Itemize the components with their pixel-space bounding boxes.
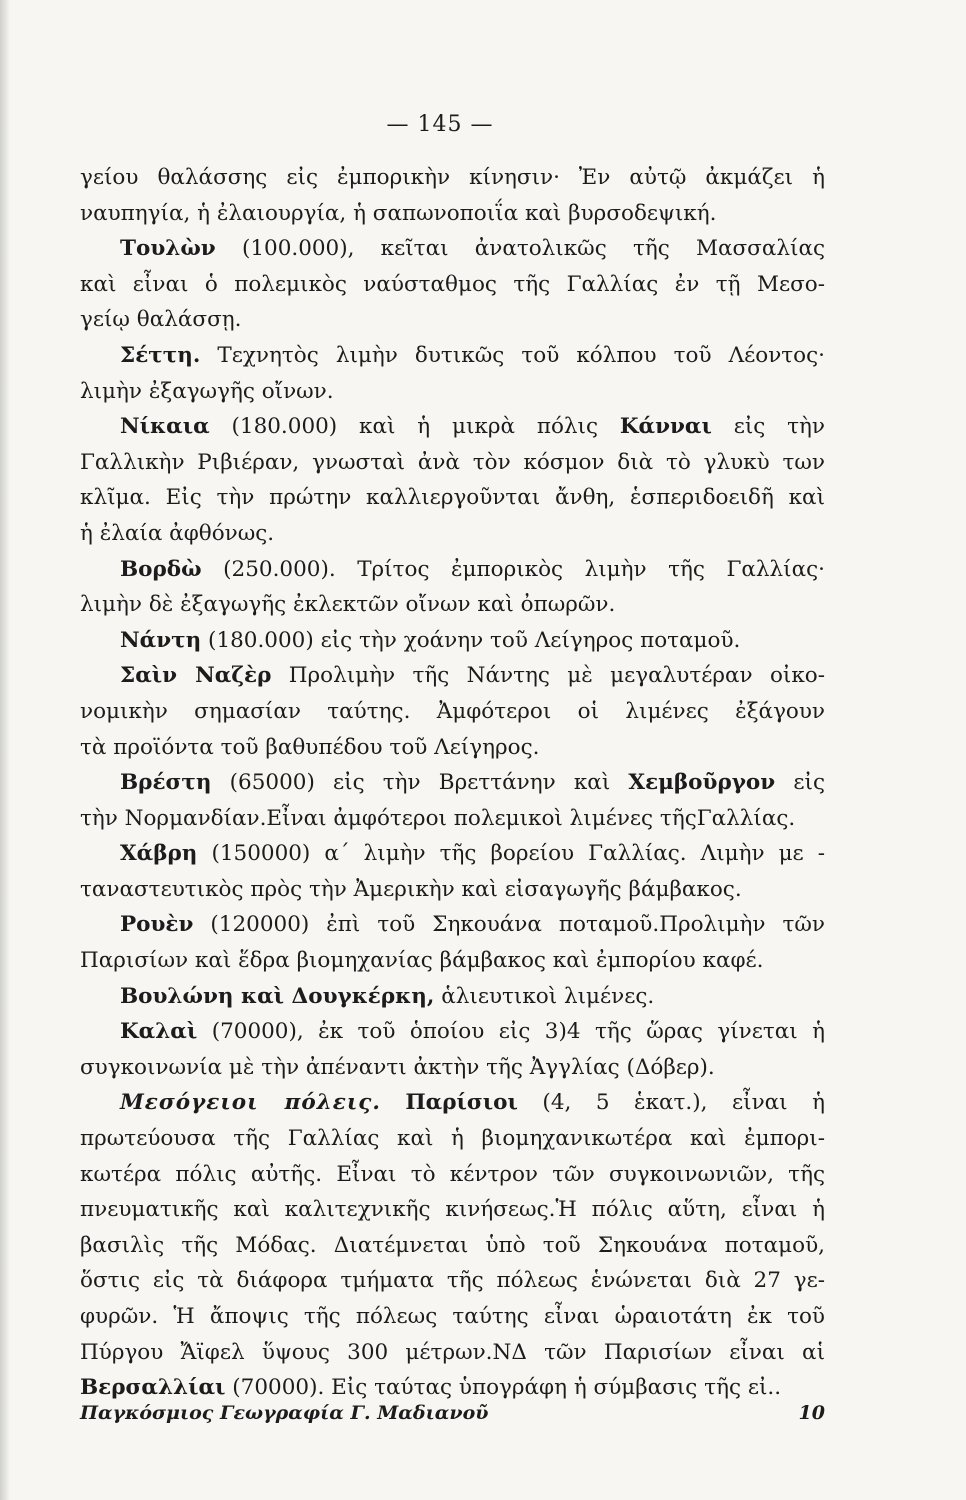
text-segment: πνευματικῆς καὶ καλιτεχνικῆς κινήσεως.Ἡ πόλις αὕτη, εἶναι ἡ <box>80 1197 825 1223</box>
text-segment: νομικὴν σημασίαν ταύτης. Ἀμφότεροι οἱ λιμένες ἐξάγουν <box>80 698 825 724</box>
bold-term: Σαὶν Ναζὲρ <box>120 663 272 689</box>
text-line <box>80 587 825 623</box>
text-segment: (100.000), κεῖται ἀνατολικῶς τῆς Μασσαλίας <box>215 236 825 262</box>
bold-term: Τουλὼν <box>120 236 216 262</box>
footer-signature-mark: 10 <box>798 1402 825 1424</box>
text-line <box>80 801 825 837</box>
bold-term: Μεσόγειοι πόλεις. <box>120 1090 381 1116</box>
text-line <box>80 445 825 481</box>
text-line <box>80 1050 825 1086</box>
text-line <box>80 480 825 516</box>
text-segment: λιμὴν ἐξαγωγῆς οἴνων. <box>80 378 334 404</box>
text-line <box>80 1157 825 1193</box>
text-segment: γείῳ θαλάσσῃ. <box>80 307 242 333</box>
text-line <box>80 1299 825 1335</box>
text-segment: βασιλὶς τῆς Μόδας. Διατέμνεται ὑπὸ τοῦ Σηκουάνα ποταμοῦ, <box>80 1232 825 1258</box>
text-segment: λιμὴν δὲ ἐξαγωγῆς ἐκλεκτῶν οἴνων καὶ ὀπωρῶν. <box>80 592 616 618</box>
text-segment: (65000) εἰς τὴν Βρεττάνην καὶ <box>211 770 629 796</box>
text-segment: ναυπηγία, ἡ ἐλαιουργία, ἡ σαπωνοποιΐα καὶ βυρσοδεψική. <box>80 200 717 226</box>
text-line <box>80 765 825 801</box>
text-line <box>80 302 825 338</box>
bold-term: Ρουὲν <box>120 912 194 938</box>
text-segment: (70000). Εἰς ταύτας ὑπογράφη ἡ σύμβασις τῆς εἰ.. <box>225 1375 782 1401</box>
text-segment: ὅστις εἰς τὰ διάφορα τμήματα τῆς πόλεως ἑνώνεται διὰ 27 γε- <box>80 1268 825 1294</box>
text-segment: Παρισίων καὶ ἕδρα βιομηχανίας βάμβακος καὶ ἐμπορίου καφέ. <box>80 948 764 974</box>
text-segment: Πύργου Ἄϊφελ ὕψους 300 μέτρων.ΝΔ τῶν Παρισίων εἶναι αἱ <box>80 1339 825 1365</box>
text-line <box>80 516 825 552</box>
text-line <box>80 374 825 410</box>
text-line <box>80 1192 825 1228</box>
text-line <box>80 1370 825 1406</box>
text-line <box>80 231 825 267</box>
text-line <box>80 160 825 196</box>
page-footer <box>80 1402 825 1424</box>
bold-term: Καλαὶ <box>120 1019 198 1045</box>
text-segment: ἁλιευτικοὶ λιμένες. <box>434 983 655 1009</box>
bold-term: Βορδὼ <box>120 556 202 582</box>
text-line <box>80 1335 825 1371</box>
page-number: — 145 — <box>386 112 494 137</box>
bold-term: Χεμβοῦργον <box>628 770 776 796</box>
text-segment: κωτέρα πόλις αὐτῆς. Εἶναι τὸ κέντρον τῶν συγκοινωνιῶν, τῆς <box>80 1161 825 1187</box>
text-line <box>80 409 825 445</box>
text-line <box>80 979 825 1015</box>
bold-term: Νίκαια <box>120 414 210 440</box>
bold-term: Βερσαλλίαι <box>80 1375 226 1401</box>
text-segment: Γαλλικὴν Ριβιέραν, γνωσταὶ ἀνὰ τὸν κόσμον διὰ τὸ γλυκὺ των <box>80 449 825 475</box>
text-segment: εἰς <box>775 770 825 796</box>
body-text <box>80 160 825 1406</box>
text-line <box>80 694 825 730</box>
text-segment: (180.000) εἰς τὴν χοάνην τοῦ Λείγηρος ποταμοῦ. <box>201 627 741 653</box>
text-segment: (180.000) καὶ ἡ μικρὰ πόλις <box>209 414 620 440</box>
footer-book-title: Παγκόσμιος Γεωγραφία Γ. Μαδιανοῦ <box>80 1402 489 1424</box>
bold-term: Νάντη <box>120 627 202 653</box>
text-segment: πρωτεύουσα τῆς Γαλλίας καὶ ἡ βιομηχανικωτέρα καὶ ἐμπορι- <box>80 1126 825 1152</box>
text-segment: Προλιμὴν τῆς Νάντης μὲ μεγαλυτέραν οἰκο- <box>271 663 825 689</box>
text-segment: (120000) ἐπὶ τοῦ Σηκουάνα ποταμοῦ.Προλιμὴν τῶν <box>193 912 825 938</box>
text-segment: (250.000). Τρίτος ἐμπορικὸς λιμὴν τῆς Γαλλίας· <box>201 556 825 582</box>
text-line <box>80 267 825 303</box>
text-segment: (4, 5 ἑκατ.), εἶναι ἡ <box>517 1090 825 1116</box>
text-segment <box>381 1090 406 1115</box>
text-line <box>80 907 825 943</box>
text-segment: συγκοινωνία μὲ τὴν ἀπέναντι ἀκτὴν τῆς Ἀγγλίας (Δόβερ). <box>80 1054 715 1080</box>
bold-term: Βρέστη <box>120 770 212 796</box>
text-line <box>80 872 825 908</box>
bold-term: Χάβρη <box>120 841 198 867</box>
text-segment: (70000), ἐκ τοῦ ὁποίου εἰς 3)4 τῆς ὥρας γίνεται ἡ <box>197 1019 825 1045</box>
text-segment: γείου θαλάσσης εἰς ἐμπορικὴν κίνησιν· Ἐν αὐτῷ ἀκμάζει ἡ <box>80 165 825 190</box>
bold-term: Βουλώνη καὶ Δουγκέρκη, <box>120 983 435 1009</box>
text-segment: τὴν Νορμανδίαν.Εἶναι ἀμφότεροι πολεμικοὶ λιμένες τῆςΓαλλίας. <box>80 805 796 831</box>
text-line <box>80 1228 825 1264</box>
text-segment: εἰς τὴν <box>711 414 825 440</box>
binding-shadow <box>0 0 10 1500</box>
text-line <box>80 730 825 766</box>
text-line <box>80 836 825 872</box>
bold-term: Σέττη. <box>120 342 201 368</box>
text-segment: καὶ εἶναι ὁ πολεμικὸς ναύσταθμος τῆς Γαλλίας ἐν τῇ Μεσο- <box>80 271 825 297</box>
bold-term: Παρίσιοι <box>405 1090 518 1116</box>
text-line <box>80 623 825 659</box>
text-line <box>80 658 825 694</box>
text-segment: (150000) α΄ λιμὴν τῆς βορείου Γαλλίας. Λιμὴν με - <box>197 841 825 867</box>
text-segment: ἡ ἐλαία ἀφθόνως. <box>80 520 275 546</box>
text-segment: κλῖμα. Εἰς τὴν πρώτην καλλιεργοῦνται ἄνθη, ἑσπεριδοειδῆ καὶ <box>80 485 825 511</box>
bold-term: Κάνναι <box>619 414 712 440</box>
text-segment: φυρῶν. Ἡ ἄποψις τῆς πόλεως ταύτης εἶναι ὡραιοτάτη ἐκ τοῦ <box>80 1304 825 1329</box>
text-line <box>80 1263 825 1299</box>
text-line <box>80 1085 825 1121</box>
text-segment: Τεχνητὸς λιμὴν δυτικῶς τοῦ κόλπου τοῦ Λέοντος· <box>200 342 825 368</box>
text-segment: τὰ προϊόντα τοῦ βαθυπέδου τοῦ Λείγηρος. <box>80 734 540 760</box>
text-line <box>80 196 825 232</box>
text-line <box>80 1121 825 1157</box>
text-line <box>80 943 825 979</box>
text-segment: ταναστευτικὸς πρὸς τὴν Ἀμερικὴν καὶ εἰσαγωγῆς βάμβακος. <box>80 876 742 902</box>
text-line <box>80 552 825 588</box>
text-line <box>80 338 825 374</box>
text-line <box>80 1014 825 1050</box>
